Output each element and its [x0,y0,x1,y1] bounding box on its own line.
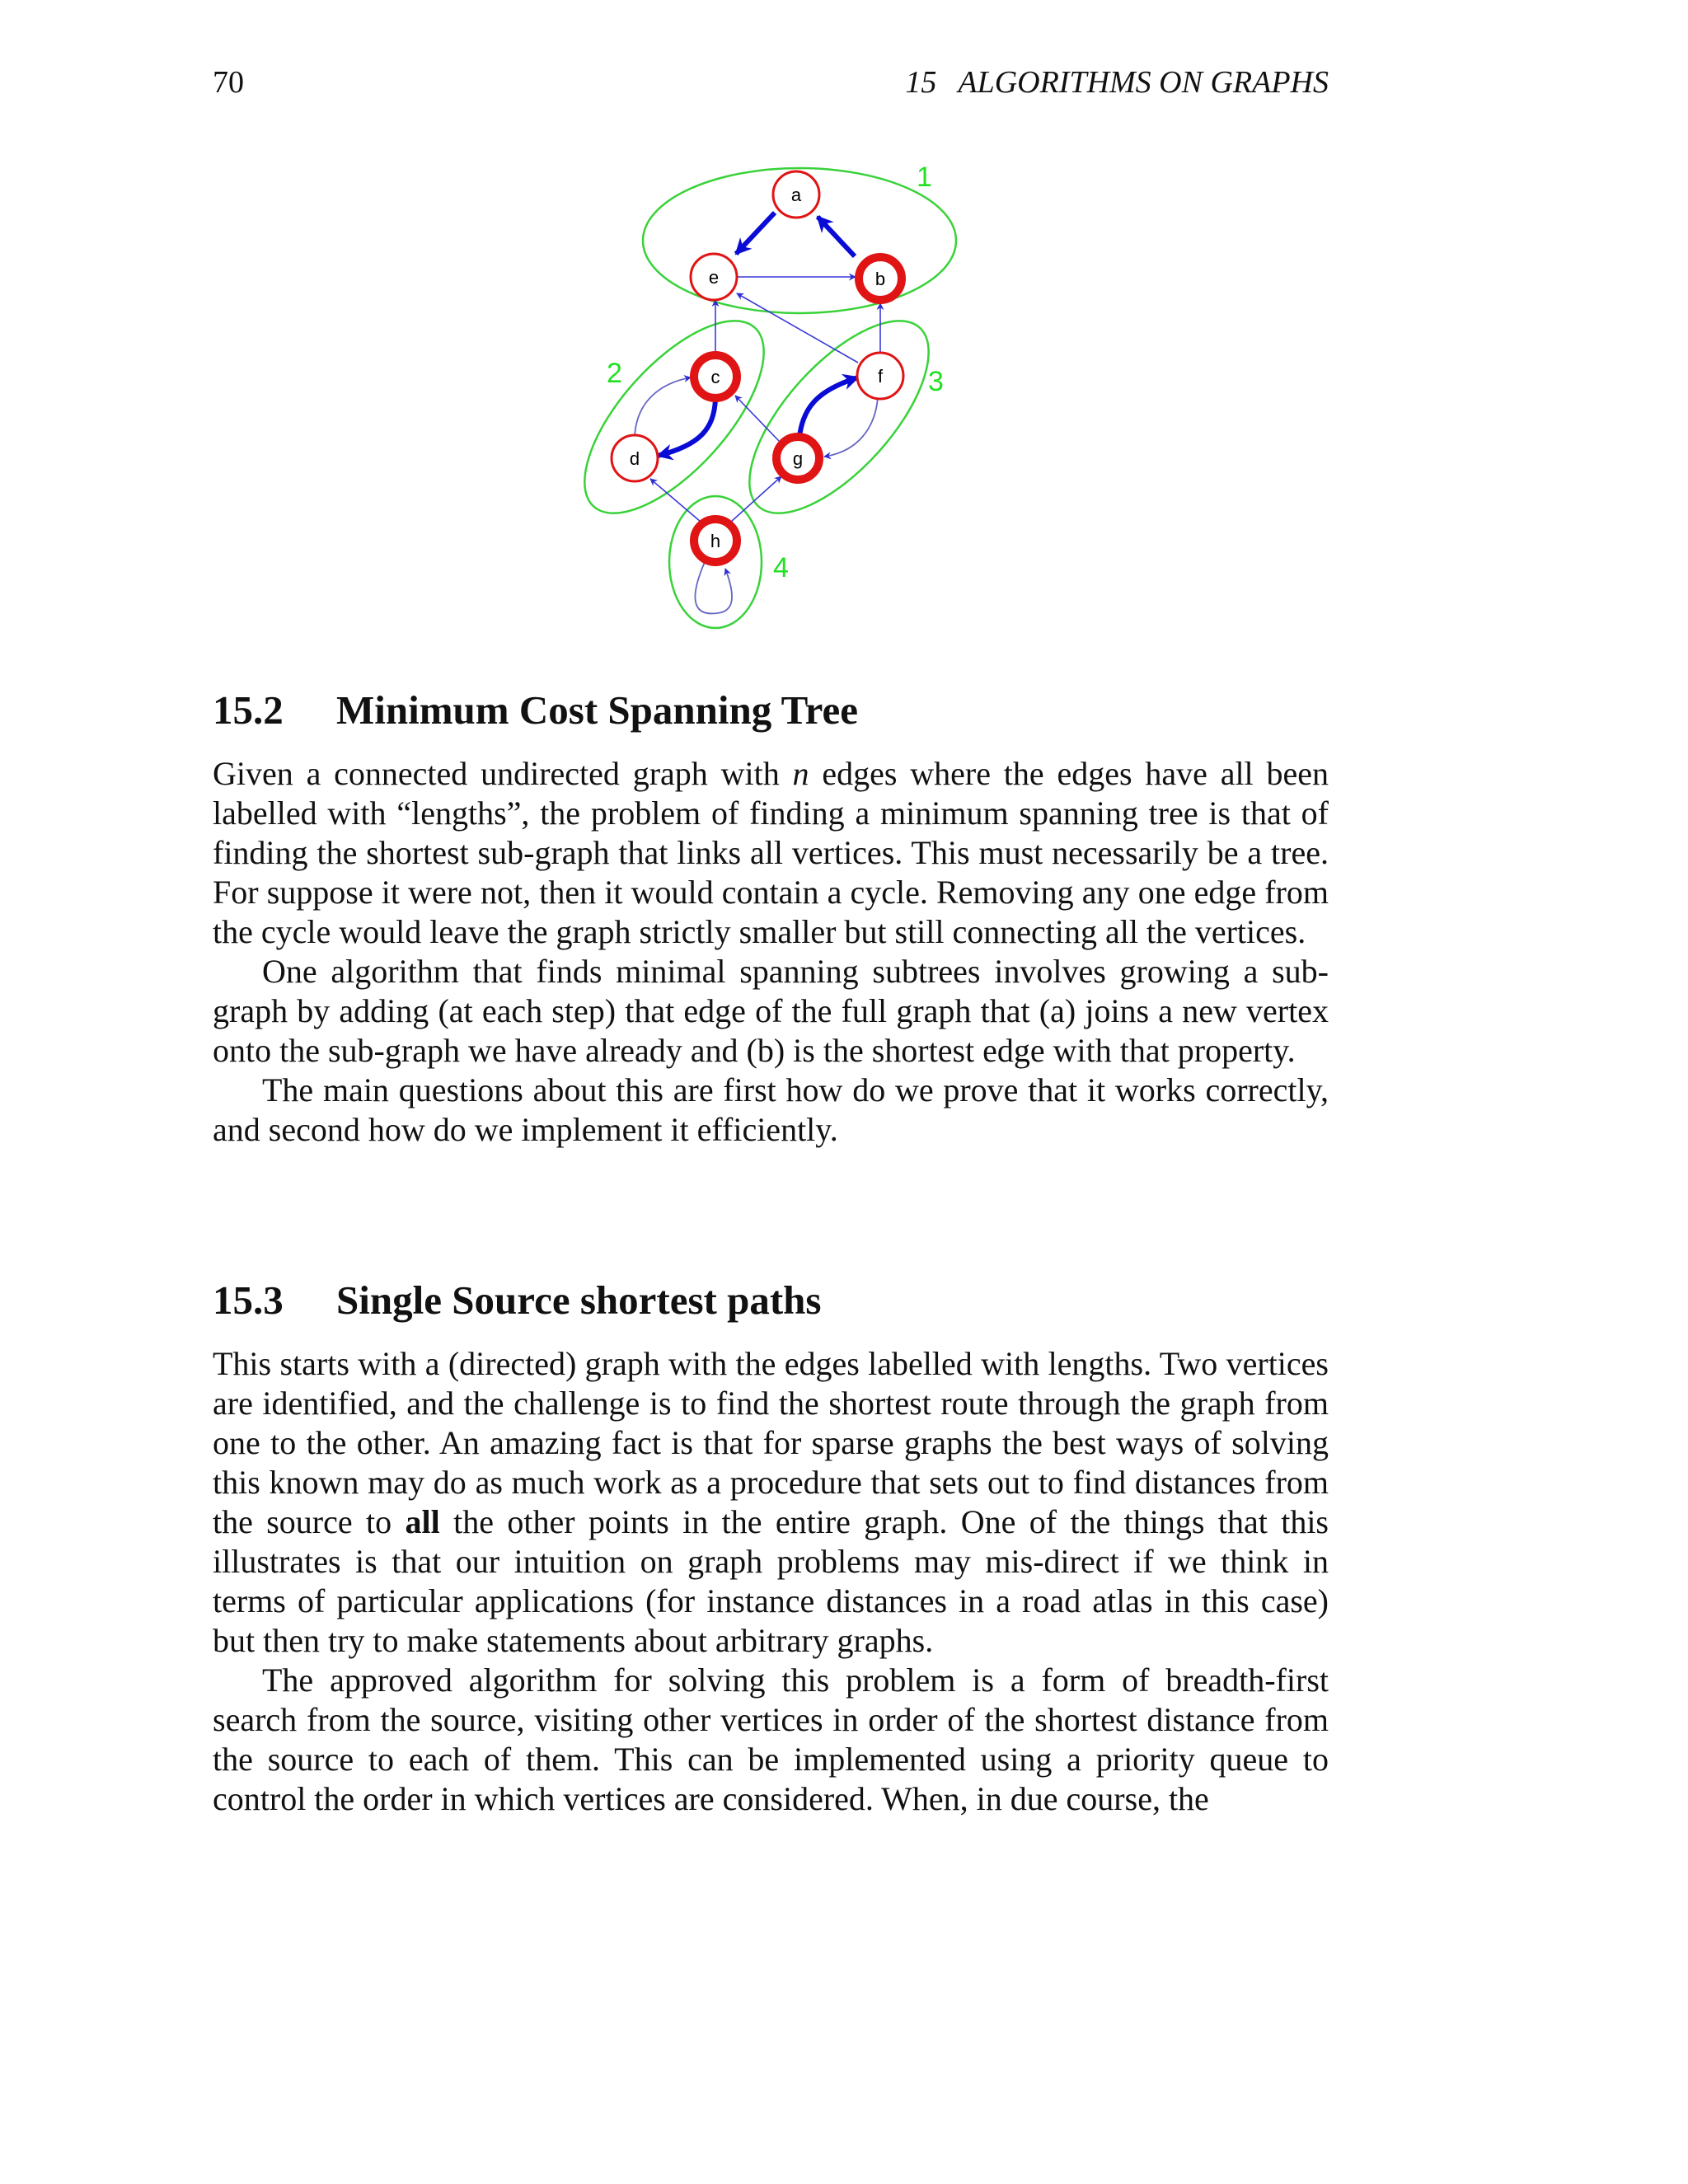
node-c-label: c [710,367,720,387]
component-4-label: 4 [773,552,789,583]
component-3-label: 3 [928,366,944,397]
node-g-label: g [792,448,804,469]
edge-g-f [799,377,858,437]
edge-f-g [824,397,878,457]
edge-h-d [650,479,701,522]
component-1-label: 1 [917,162,932,193]
section-15-3-title: Single Source shortest paths [336,1277,822,1323]
section-15-2-body [213,754,1329,1150]
edge-h-h-loop [695,562,732,613]
bold-all: all [405,1503,440,1540]
section-15-3-body [213,1344,1329,1819]
section-15-3-number: 15.3 [213,1277,284,1323]
edge-d-c [635,377,691,437]
edge-b-a [818,217,855,256]
edge-a-e [736,213,775,254]
section-15-3-paragraph-1 [213,1344,1329,1661]
chapter-number: 15 [905,65,937,100]
edge-c-d [658,400,715,456]
section-15-2-number: 15.2 [213,687,284,733]
section-15-3-heading [213,1276,822,1325]
section-15-2-heading [213,686,858,735]
text-run: edges where the edges have all been labelled with “lengths”, the problem of finding a minimum spanning tree is that of finding the shortest sub-graph that links all vertices. This must necessarily be a tree. For suppose it were not, then it would contain a cycle. Removing any one edge from the cycle would leave the graph strictly smaller but still connecting all the vertices. [213,755,1329,950]
graph-figure [0,0,1688,659]
node-h-label: h [710,531,721,551]
node-a-label: a [790,185,802,205]
component-2-label: 2 [607,358,622,389]
text-run: Given a connected undirected graph with [213,755,793,792]
component-2-outline [555,293,795,542]
section-15-2-paragraph-3: The main questions about this are first how do we prove that it works correctly, and second how do we implement it efficiently. [213,1071,1329,1148]
section-15-2-paragraph-1 [213,754,1329,952]
text-run: the other points in the entire graph. One of the things that this illustrates is that our intuition on graph problems may mis-direct if we think in terms of particular applications (for instance distances in a road atlas in this case) but then try to make statements about arbitrary graphs. [213,1503,1329,1659]
text-run: This starts with a (directed) graph with the edges labelled with lengths. Two vertices are identified, and the challenge is to find the shortest route through the graph from one to the other. An amazing fact is that for sparse graphs the best ways of solving this known may do as much work as a procedure that sets out to find distances from the source to [213,1345,1329,1540]
node-e-label: e [708,267,720,288]
section-15-2-paragraph-2: One algorithm that finds minimal spanning subtrees involves growing a sub-graph by adding (at each step) that edge of the full graph that (a) joins a new vertex onto the sub-graph we have already and (b) is the shortest edge with that property. [213,953,1329,1069]
node-b-label: b [874,269,886,289]
edge-h-g [731,476,781,522]
page-number: 70 [213,65,244,100]
chapter-title: ALGORITHMS ON GRAPHS [958,65,1329,100]
section-15-2-title: Minimum Cost Spanning Tree [336,687,859,733]
node-d-label: d [629,448,640,469]
node-f-label: f [877,366,884,387]
section-15-3-paragraph-2: The approved algorithm for solving this problem is a form of breadth-first search from the source, visiting other vertices in order of the shortest distance from the source to each of them. This can be implemented using a priority queue to control the order in which vertices are considered. When, in due course, the [213,1661,1329,1817]
math-var-n: n [792,755,809,792]
